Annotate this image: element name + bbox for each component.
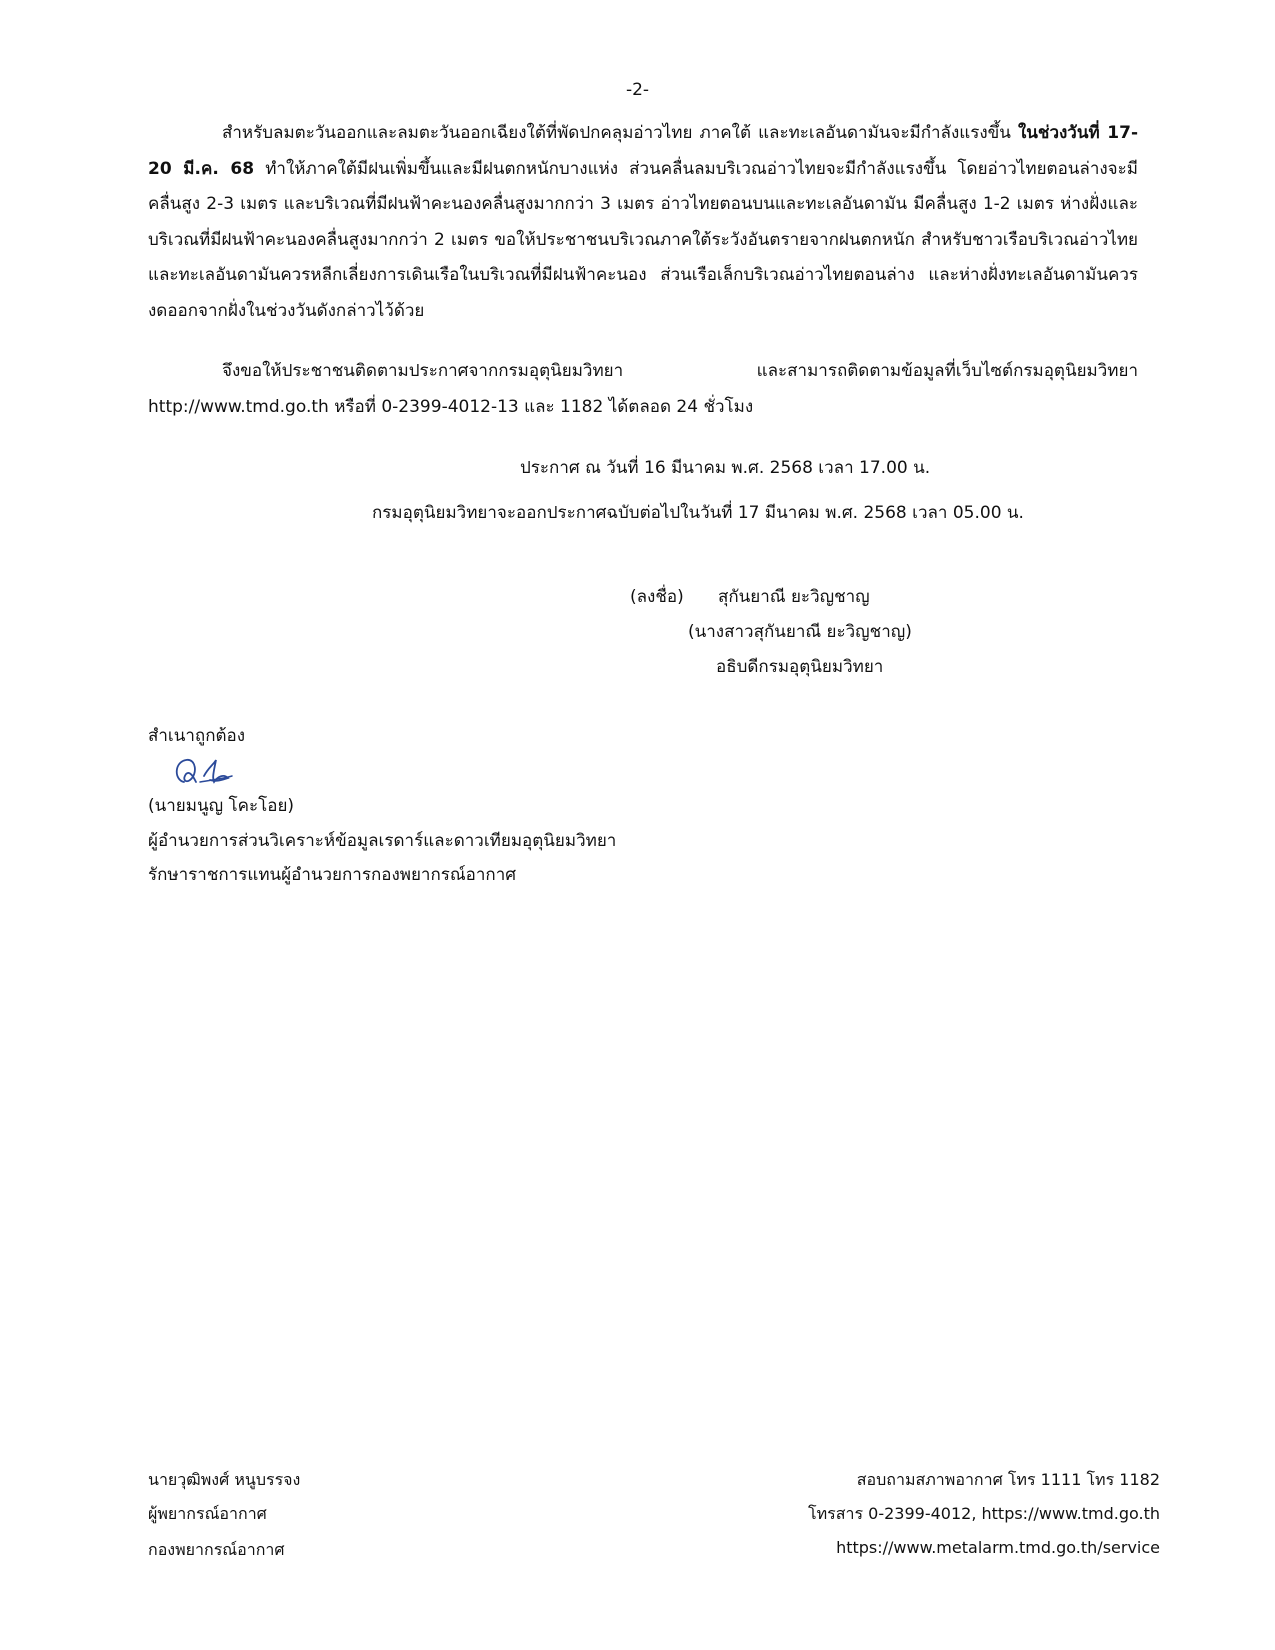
follow-updates-text: จึงขอให้ประชาชนติดตามประกาศจากกรมอุตุนิยมวิทยา และสามารถติดตามข้อมูลที่เว็บไซต์กรมอุตุนิยมวิทยา http://www.tmd.go.th หรือที่ 0-2399-4012-13 และ 1182 ได้ตลอด 24 ชั่วโมง bbox=[148, 361, 1138, 417]
forecaster-name: นายวุฒิพงศ์ หนูบรรจง bbox=[148, 1470, 301, 1489]
paragraph-intro: สำหรับลมตะวันออกและลมตะวันออกเฉียงใต้ที่พัดปกคลุมอ่าวไทย ภาคใต้ และทะเลอันดามันจะมีกำลังแรงขึ้น bbox=[222, 123, 1011, 143]
warning-period: ในช่วงวันที่ 17-20 มี.ค. 68 bbox=[148, 123, 1138, 179]
sign-label: (ลงชื่อ) bbox=[630, 587, 684, 607]
paragraph-details: ทำให้ภาคใต้มีฝนเพิ่มขึ้นและมีฝนตกหนักบางแห่ง ส่วนคลื่นลมบริเวณอ่าวไทยจะมีกำลังแรงขึ้น โดยอ่าวไทยตอนล่างจะมีคลื่นสูง 2-3 เมตร และบริเวณที่มีฝนฟ้าคะนองคลื่นสูงมากกว่า 3 เมตร อ่าวไทยตอนบนและทะเลอันดามัน มีคลื่นสูง 1-2 เมตร ห่างฝั่งและบริเวณที่มีฝนฟ้าคะนองคลื่นสูงมากกว่า 2 เมตร ขอให้ประชาชนบริเวณภาคใต้ระวังอันตรายจากฝนตกหนัก สำหรับชาวเรือบริเวณอ่าวไทยและทะเลอันดามันควรหลีกเลี่ยงการเดินเรือในบริเวณที่มีฝนฟ้าคะนอง ส่วนเรือเล็กบริเวณอ่าวไทยตอนล่าง และห่างฝั่งทะเลอันดามันควรงดออกจากฝั่งในช่วงวันดังกล่าวไว้ด้วย bbox=[148, 158, 1138, 321]
signatory-full-name: (นางสาวสุกันยาณี ยะวิญชาญ) bbox=[688, 622, 912, 642]
contact-phone: สอบถามสภาพอากาศ โทร 1111 โทร 1182 bbox=[856, 1470, 1160, 1489]
certifier-position: ผู้อำนวยการส่วนวิเคราะห์ข้อมูลเรดาร์และดาวเทียมอุตุนิยมวิทยา bbox=[148, 831, 617, 851]
certified-copy-label: สำเนาถูกต้อง bbox=[148, 726, 246, 746]
follow-updates-paragraph bbox=[148, 354, 1138, 425]
forecaster-department: กองพยากรณ์อากาศ bbox=[148, 1540, 285, 1559]
certifier-name: (นายมนูญ โคะโอย) bbox=[148, 796, 295, 816]
service-link[interactable]: https://www.metalarm.tmd.go.th/service bbox=[836, 1538, 1160, 1557]
signatory-name: สุกันยาณี ยะวิญชาญ bbox=[718, 587, 870, 607]
page-number: -2- bbox=[625, 80, 650, 100]
next-announcement: กรมอุตุนิยมวิทยาจะออกประกาศฉบับต่อไปในวันที่ 17 มีนาคม พ.ศ. 2568 เวลา 05.00 น. bbox=[372, 503, 1024, 523]
announcement-date: ประกาศ ณ วันที่ 16 มีนาคม พ.ศ. 2568 เวลา 17.00 น. bbox=[520, 458, 931, 478]
forecaster-title: ผู้พยากรณ์อากาศ bbox=[148, 1504, 267, 1523]
handwritten-signature bbox=[170, 752, 240, 792]
contact-fax-website: โทรสาร 0-2399-4012, https://www.tmd.go.th bbox=[808, 1504, 1160, 1523]
certifier-acting-role: รักษาราชการแทนผู้อำนวยการกองพยากรณ์อากาศ bbox=[148, 865, 517, 885]
weather-warning-paragraph bbox=[148, 116, 1138, 329]
signatory-position: อธิบดีกรมอุตุนิยมวิทยา bbox=[716, 657, 884, 677]
